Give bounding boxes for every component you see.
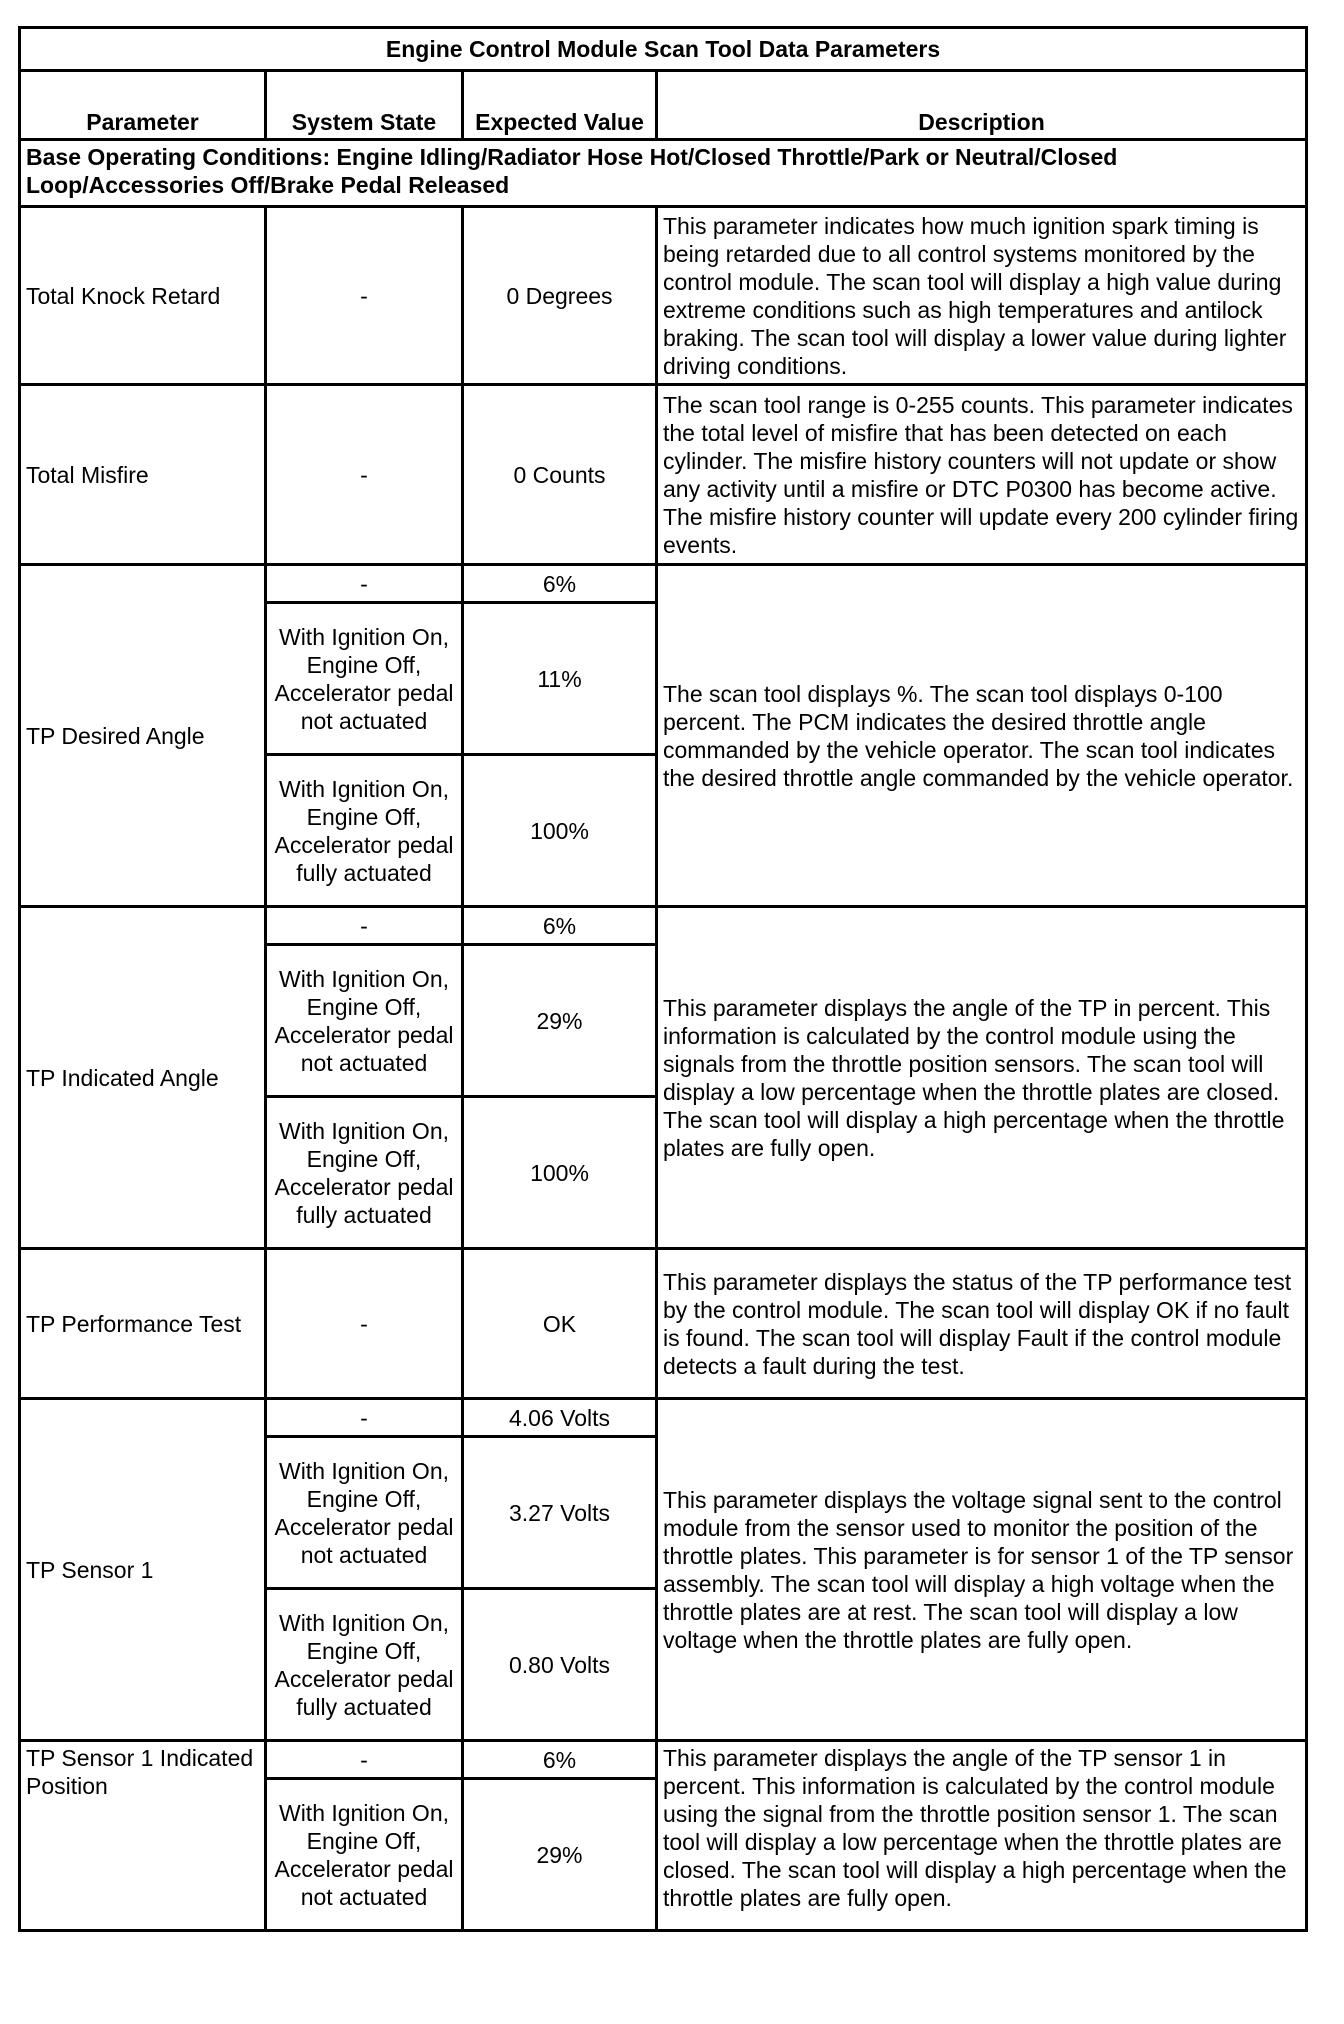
system-state: - — [266, 1741, 463, 1779]
parameter-description: The scan tool displays %. The scan tool displays 0-100 percent. The PCM indicates the desired throttle angle commanded by the vehicle operator. The scan tool indicates the desired throttle angle commanded by the vehicle operator. — [657, 565, 1307, 907]
parameter-description: The scan tool range is 0-255 counts. This parameter indicates the total level of misfire that has been detected on each cylinder. The misfire history counters will not update or show any activity until a misfire or DTC P0300 has become active. The misfire history counter will update every 200 cylinder firing events. — [657, 385, 1307, 565]
parameter-description: This parameter indicates how much ignition spark timing is being retarded due to all control systems monitored by the control module. The scan tool will display a high value during extreme conditions such as high temperatures and antilock braking. The scan tool will display a lower value during lighter driving conditions. — [657, 207, 1307, 385]
system-state: - — [266, 385, 463, 565]
expected-value: 29% — [463, 945, 657, 1097]
table-row — [20, 1399, 1307, 1437]
expected-value: 6% — [463, 1741, 657, 1779]
parameter-name: TP Sensor 1 — [20, 1399, 266, 1741]
scan-tool-data-table — [18, 26, 1308, 1932]
expected-value: 0 Degrees — [463, 207, 657, 385]
expected-value: 29% — [463, 1779, 657, 1931]
table-title: Engine Control Module Scan Tool Data Parameters — [20, 28, 1307, 71]
parameter-description: This parameter displays the status of the TP performance test by the control module. The scan tool will display OK if no fault is found. The scan tool will display Fault if the control module detects a fault during the test. — [657, 1249, 1307, 1399]
parameter-description: This parameter displays the voltage signal sent to the control module from the sensor used to monitor the position of the throttle plates. This parameter is for sensor 1 of the TP sensor assembly. The scan tool will display a high voltage when the throttle plates are at rest. The scan tool will display a low voltage when the throttle plates are fully open. — [657, 1399, 1307, 1741]
system-state: - — [266, 907, 463, 945]
system-state: - — [266, 565, 463, 603]
base-operating-conditions: Base Operating Conditions: Engine Idling/Radiator Hose Hot/Closed Throttle/Park or Neutral/Closed Loop/Accessories Off/Brake Pedal Released — [20, 140, 1307, 207]
system-state: - — [266, 207, 463, 385]
system-state: - — [266, 1399, 463, 1437]
document-page — [18, 26, 1305, 1932]
expected-value: 4.06 Volts — [463, 1399, 657, 1437]
header-expected-value: Expected Value — [463, 71, 657, 140]
header-description: Description — [657, 71, 1307, 140]
system-state: With Ignition On, Engine Off, Accelerator pedal fully actuated — [266, 755, 463, 907]
parameter-name: TP Indicated Angle — [20, 907, 266, 1249]
parameter-name: TP Sensor 1 Indicated Position — [20, 1741, 266, 1931]
system-state: With Ignition On, Engine Off, Accelerator pedal fully actuated — [266, 1589, 463, 1741]
table-row — [20, 1249, 1307, 1399]
table-row — [20, 1741, 1307, 1779]
parameter-name: Total Misfire — [20, 385, 266, 565]
expected-value: 11% — [463, 603, 657, 755]
parameter-name: TP Performance Test — [20, 1249, 266, 1399]
expected-value: 100% — [463, 1097, 657, 1249]
expected-value: 0 Counts — [463, 385, 657, 565]
expected-value: 6% — [463, 565, 657, 603]
table-row — [20, 565, 1307, 603]
table-row — [20, 907, 1307, 945]
expected-value: 6% — [463, 907, 657, 945]
system-state: With Ignition On, Engine Off, Accelerator pedal fully actuated — [266, 1097, 463, 1249]
system-state: With Ignition On, Engine Off, Accelerator pedal not actuated — [266, 945, 463, 1097]
parameter-description: This parameter displays the angle of the TP in percent. This information is calculated by the control module using the signals from the throttle position sensors. The scan tool will display a low percentage when the throttle plates are closed. The scan tool will display a high percentage when the throttle plates are fully open. — [657, 907, 1307, 1249]
header-parameter: Parameter — [20, 71, 266, 140]
table-row — [20, 207, 1307, 385]
expected-value: 0.80 Volts — [463, 1589, 657, 1741]
system-state: - — [266, 1249, 463, 1399]
header-system-state: System State — [266, 71, 463, 140]
system-state: With Ignition On, Engine Off, Accelerator pedal not actuated — [266, 603, 463, 755]
expected-value: 3.27 Volts — [463, 1437, 657, 1589]
table-row — [20, 385, 1307, 565]
system-state: With Ignition On, Engine Off, Accelerator pedal not actuated — [266, 1437, 463, 1589]
parameter-name: TP Desired Angle — [20, 565, 266, 907]
parameter-description: This parameter displays the angle of the TP sensor 1 in percent. This information is calculated by the control module using the signal from the throttle position sensor 1. The scan tool will display a low percentage when the throttle plates are closed. The scan tool will display a high percentage when the throttle plates are fully open. — [657, 1741, 1307, 1931]
expected-value: 100% — [463, 755, 657, 907]
expected-value: OK — [463, 1249, 657, 1399]
system-state: With Ignition On, Engine Off, Accelerator pedal not actuated — [266, 1779, 463, 1931]
parameter-name: Total Knock Retard — [20, 207, 266, 385]
